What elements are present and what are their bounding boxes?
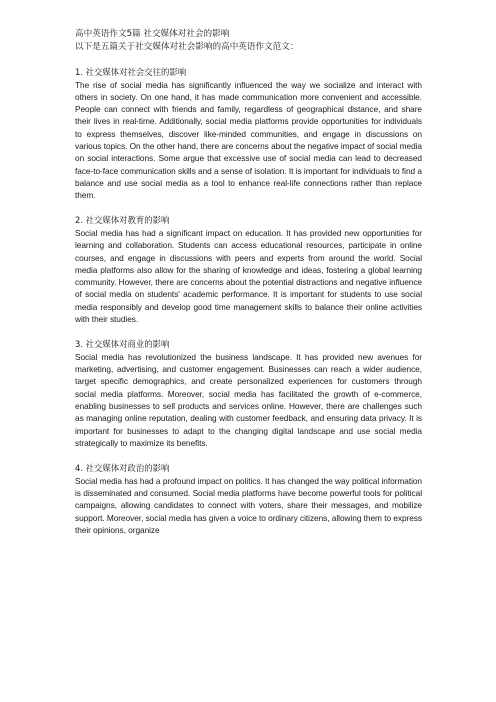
essay-section-4 (75, 462, 422, 536)
document-title: 高中英语作文5篇 社交媒体对社会的影响 (75, 29, 230, 39)
section-body: Social media has revolutionized the business landscape. It has provided new avenues for marketing, advertising, and customer engagement. Businesses can reach a wider audience, target specific demographics, and create personalized experiences for customers through social media platforms. Moreover, social media has facilitated the growth of e-commerce, enabling businesses to sell products and services online. However, there are challenges such as managing online reputation, dealing with customer feedback, and ensuring data privacy. It is important for businesses to adapt to the changing digital landscape and use social media strategically to maximize its benefits. (75, 351, 422, 448)
section-body: Social media has had a significant impact on education. It has provided new opportunities for learning and collaboration. Students can access educational resources, participate in online courses, and engage in discussions with peers and experts from around the world. Social media platforms also allow for the sharing of knowledge and ideas, fostering a global learning community. However, there are concerns about the potential distractions and negative influence of social media on students' academic performance. It is important for students to use social media responsibly and develop good time management skills to balance their online activities with their studies. (75, 227, 422, 325)
section-heading: 3. 社交媒体对商业的影响 (75, 339, 170, 350)
section-heading: 4. 社交媒体对政治的影响 (75, 463, 170, 474)
essay-section-1 (75, 66, 422, 201)
section-body: Social media has had a profound impact on politics. It has changed the way political information is disseminated and consumed. Social media platforms have become powerful tools for political campaigns, allowing candidates to connect with voters, share their messages, and mobilize support. Moreover, social media has given a voice to ordinary citizens, allowing them to express their opinions, organize (75, 475, 422, 535)
document-intro: 以下是五篇关于社交媒体对社会影响的高中英语作文范文： (75, 42, 299, 52)
section-body: The rise of social media has significantly influenced the way we socialize and interact with others in society. On one hand, it has made communication more convenient and accessible. People can connect with friends and family, regardless of geographical distance, and share their lives in real-time. Additionally, social media platforms provide opportunities for individuals to express themselves, discover like-minded communities, and engage in discussions on various topics. On the other hand, there are concerns about the negative impact of social media on social interactions. Some argue that excessive use of social media can lead to decreased face-to-face communication skills and a sense of isolation. It is important for individuals to find a balance and use social media as a tool to enhance real-life connections rather than replace them. (75, 79, 422, 201)
section-heading: 2. 社交媒体对教育的影响 (75, 215, 170, 226)
essay-section-3 (75, 338, 422, 449)
document-content (75, 28, 422, 549)
section-heading: 1. 社交媒体对社会交往的影响 (75, 67, 187, 77)
essay-section-2 (75, 214, 422, 325)
